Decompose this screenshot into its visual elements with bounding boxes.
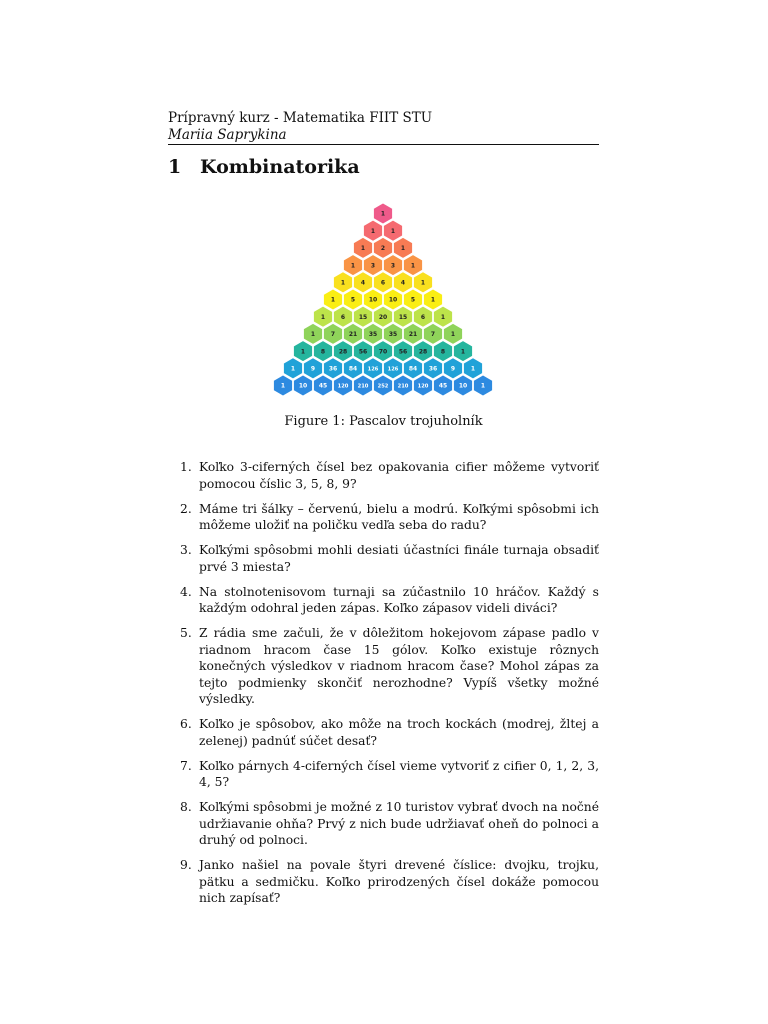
section-heading [168, 156, 360, 178]
pascal-cell [364, 323, 383, 344]
pascal-cell [334, 341, 353, 362]
question-item [168, 799, 599, 849]
cell-value: 84 [348, 365, 358, 373]
cell-value: 1 [410, 262, 416, 270]
cell-value: 1 [400, 245, 406, 253]
pascal-cell [324, 289, 343, 310]
pascal-cell [324, 358, 343, 379]
pascal-cell [364, 255, 383, 276]
pascal-cell [394, 375, 413, 396]
question-text: Koľko párnych 4-ciferných čísel vieme vytvoriť z cifier 0, 1, 2, 3, 4, 5? [199, 758, 599, 789]
pascal-cell [354, 341, 373, 362]
pascal-cell [474, 375, 493, 396]
pascal-cell [354, 306, 373, 327]
pascal-cell [334, 306, 353, 327]
question-number: 1. [180, 460, 192, 474]
cell-value: 5 [350, 296, 356, 304]
pascal-cell [384, 323, 403, 344]
pascal-cell [364, 220, 383, 241]
question-number: 3. [180, 543, 192, 557]
cell-value: 15 [398, 313, 408, 321]
question-number: 2. [180, 501, 192, 516]
pascal-cell [324, 323, 343, 344]
cell-value: 7 [330, 331, 336, 339]
pascal-cell [384, 358, 403, 379]
pascal-cell [394, 341, 413, 362]
pascal-cell [334, 272, 353, 293]
cell-value: 28 [418, 348, 428, 356]
cell-value: 8 [440, 348, 446, 356]
cell-value: 10 [388, 296, 398, 304]
cell-value: 6 [340, 313, 346, 321]
question-item [168, 857, 599, 907]
cell-value: 1 [370, 227, 376, 235]
cell-value: 1 [320, 313, 326, 321]
cell-value: 1 [330, 296, 336, 304]
pascal-cell [294, 375, 313, 396]
pascal-cell [374, 375, 393, 396]
pascal-cell [394, 306, 413, 327]
pascal-cell [374, 237, 393, 258]
cell-value: 120 [337, 383, 349, 390]
cell-value: 1 [310, 331, 316, 339]
pascal-cell [374, 272, 393, 293]
cell-value: 6 [420, 313, 426, 321]
cell-value: 3 [390, 262, 396, 270]
pascal-cell [384, 255, 403, 276]
cell-value: 45 [318, 382, 328, 390]
cell-value: 3 [370, 262, 376, 270]
cell-value: 1 [470, 365, 476, 373]
question-list [168, 459, 599, 915]
section-number: 1 [168, 156, 182, 178]
pascal-cell [404, 289, 423, 310]
pascal-cell [314, 306, 333, 327]
pascal-cell [344, 358, 363, 379]
question-text: Janko našiel na povale štyri drevené číslice: dvojku, trojku, pätku a sedmičku. Koľko prirodzených čísel dokáže pomocou nich zapísať? [199, 858, 599, 905]
pascal-cell [394, 237, 413, 258]
cell-value: 2 [380, 245, 386, 253]
cell-value: 1 [380, 210, 386, 218]
cell-value: 45 [438, 382, 448, 390]
cell-value: 1 [480, 382, 486, 390]
pascal-cell [364, 358, 383, 379]
author-name: Mariia Saprykina [168, 127, 287, 143]
pascal-cell [354, 272, 373, 293]
pascal-cell [334, 375, 353, 396]
pascal-cell [434, 306, 453, 327]
cell-value: 210 [397, 383, 409, 390]
question-text: Koľkými spôsobmi je možné z 10 turistov vybrať dvoch na nočné udržiavanie ohňa? Prvý z nich bude udržiavať oheň do polnoci a druhý od polnoci. [199, 800, 599, 847]
cell-value: 1 [440, 313, 446, 321]
course-title: Prípravný kurz - Matematika FIIT STU [168, 110, 433, 126]
cell-value: 35 [368, 331, 378, 339]
cell-value: 21 [408, 331, 418, 339]
pascal-cell [444, 323, 463, 344]
cell-value: 9 [450, 365, 456, 373]
pascal-cell [294, 341, 313, 362]
question-number: 5. [180, 626, 192, 640]
question-number: 8. [180, 800, 192, 814]
pascal-cell [464, 358, 483, 379]
cell-value: 21 [348, 331, 358, 339]
pascal-cell [364, 289, 383, 310]
pascal-triangle [272, 200, 494, 396]
cell-value: 20 [378, 313, 388, 321]
cell-value: 1 [340, 279, 346, 287]
cell-value: 10 [298, 382, 308, 390]
cell-value: 1 [390, 227, 396, 235]
cell-value: 5 [410, 296, 416, 304]
cell-value: 10 [368, 296, 378, 304]
pascal-cell [404, 323, 423, 344]
pascal-cell [404, 255, 423, 276]
pascal-cell [314, 341, 333, 362]
cell-value: 1 [290, 365, 296, 373]
pascal-cell [304, 323, 323, 344]
question-text: Máme tri šálky – červenú, bielu a modrú. Koľkými spôsobmi ich môžeme uložiť na poličku vedľa seba do radu? [199, 501, 599, 532]
question-number: 4. [180, 584, 192, 599]
pascal-cell [414, 272, 433, 293]
pascal-cell [424, 358, 443, 379]
cell-value: 10 [458, 382, 468, 390]
pascal-triangle-figure [272, 200, 494, 396]
cell-value: 1 [450, 331, 456, 339]
question-number: 6. [180, 717, 192, 731]
question-item [168, 501, 599, 534]
cell-value: 8 [320, 348, 326, 356]
pascal-cell [384, 220, 403, 241]
cell-value: 126 [367, 366, 379, 373]
cell-value: 7 [430, 331, 436, 339]
cell-value: 9 [310, 365, 316, 373]
pascal-cell [454, 341, 473, 362]
cell-value: 35 [388, 331, 398, 339]
cell-value: 15 [358, 313, 368, 321]
cell-value: 56 [398, 348, 408, 356]
pascal-cell [454, 375, 473, 396]
pascal-cell [354, 375, 373, 396]
question-text: Koľkými spôsobmi mohli desiati účastníci finále turnaja obsadiť prvé 3 miesta? [199, 543, 599, 574]
document-header [168, 110, 599, 144]
pascal-cell [344, 323, 363, 344]
header-divider [168, 144, 599, 145]
cell-value: 1 [430, 296, 436, 304]
question-text: Koľko 3-ciferných čísel bez opakovania cifier môžeme vytvoriť pomocou číslic 3, 5, 8, 9? [199, 460, 599, 491]
cell-value: 28 [338, 348, 348, 356]
question-item [168, 716, 599, 749]
pascal-cell [434, 375, 453, 396]
cell-value: 6 [380, 279, 386, 287]
cell-value: 126 [387, 366, 399, 373]
cell-value: 36 [428, 365, 438, 373]
question-item [168, 584, 599, 617]
cell-value: 84 [408, 365, 418, 373]
pascal-cell [414, 375, 433, 396]
pascal-cell [374, 306, 393, 327]
cell-value: 1 [420, 279, 426, 287]
cell-value: 1 [350, 262, 356, 270]
cell-value: 1 [300, 348, 306, 356]
pascal-cell [434, 341, 453, 362]
cell-value: 56 [358, 348, 368, 356]
pascal-cell [414, 341, 433, 362]
pascal-cell [274, 375, 293, 396]
pascal-cell [374, 341, 393, 362]
cell-value: 4 [360, 279, 366, 287]
question-item [168, 542, 599, 575]
pascal-cell [344, 289, 363, 310]
question-item [168, 625, 599, 708]
pascal-cell [424, 323, 443, 344]
cell-value: 1 [280, 382, 286, 390]
pascal-cell [444, 358, 463, 379]
pascal-cell [304, 358, 323, 379]
pascal-cell [314, 375, 333, 396]
pascal-cell [424, 289, 443, 310]
cell-value: 120 [417, 383, 429, 390]
section-title: Kombinatorika [200, 156, 360, 178]
question-item [168, 459, 599, 492]
pascal-cell [414, 306, 433, 327]
cell-value: 1 [360, 245, 366, 253]
pascal-cell [394, 272, 413, 293]
cell-value: 1 [460, 348, 466, 356]
question-text: Na stolnotenisovom turnaji sa zúčastnilo 10 hráčov. Každý s každým odohral jeden zápas. Koľko zápasov videli diváci? [199, 584, 599, 615]
pascal-cell [384, 289, 403, 310]
pascal-cell [374, 203, 393, 224]
cell-value: 70 [378, 348, 388, 356]
pascal-cell [354, 237, 373, 258]
question-number: 7. [180, 758, 192, 773]
question-number: 9. [180, 858, 192, 872]
pascal-cell [284, 358, 303, 379]
question-text: Koľko je spôsobov, ako môže na troch kockách (modrej, žltej a zelenej) padnúť súčet desať? [199, 717, 599, 748]
cell-value: 36 [328, 365, 338, 373]
pascal-cell [404, 358, 423, 379]
cell-value: 4 [400, 279, 406, 287]
figure-caption: Figure 1: Pascalov trojuholník [284, 414, 483, 429]
question-item [168, 758, 599, 791]
cell-value: 252 [377, 383, 389, 390]
cell-value: 210 [357, 383, 369, 390]
question-text: Z rádia sme začuli, že v dôležitom hokejovom zápase padlo v riadnom hracom čase 15 gólov. Koľko existuje rôznych konečných výsledkov v riadnom hracom čase? Mohol zápas za tejto podmienky skončiť nerozhodne? Vypíš všetky možné výsledky. [199, 626, 599, 706]
pascal-cell [344, 255, 363, 276]
